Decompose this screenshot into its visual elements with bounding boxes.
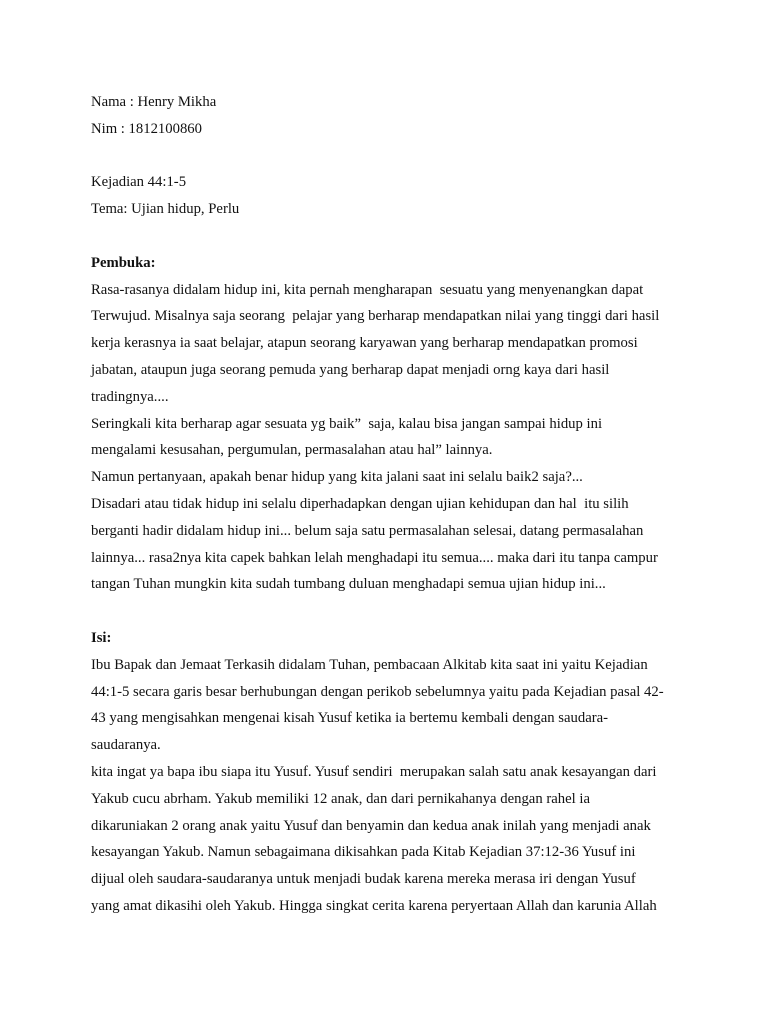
isi-line: kita ingat ya bapa ibu siapa itu Yusuf. Yusuf sendiri merupakan salah satu anak kesayangan dari (91, 763, 657, 780)
spacer (91, 143, 691, 170)
isi-line: 44:1-5 secara garis besar berhubungan dengan perikob sebelumnya yaitu pada Kejadian pasal 42- (91, 683, 664, 700)
pembuka-line: tradingnya.... (91, 388, 169, 405)
pembuka-line: Seringkali kita berharap agar sesuata yg baik” saja, kalau bisa jangan sampai hidup ini (91, 415, 603, 432)
pembuka-line: Namun pertanyaan, apakah benar hidup yang kita jalani saat ini selalu baik2 saja?... (91, 469, 583, 486)
isi-line: 43 yang mengisahkan mengenai kisah Yusuf ketika ia bertemu kembali dengan saudara- (91, 710, 609, 727)
spacer (91, 223, 691, 250)
isi-heading: Isi: (91, 629, 112, 646)
pembuka-heading: Pembuka: (91, 254, 156, 271)
pembuka-line: Rasa-rasanya didalam hidup ini, kita pernah mengharapan sesuatu yang menyenangkan dapat (91, 281, 644, 298)
isi-line: saudaranya. (91, 737, 161, 754)
scripture-reference: Kejadian 44:1-5 (91, 174, 187, 191)
isi-line: dijual oleh saudara-saudaranya untuk menjadi budak karena mereka merasa iri dengan Yusuf (91, 871, 636, 888)
pembuka-line: jabatan, ataupun juga seorang pemuda yang berharap dapat menjadi orng kaya dari hasil (91, 361, 610, 378)
pembuka-line: Terwujud. Misalnya saja seorang pelajar yang berharap mendapatkan nilai yang tinggi dari hasil (91, 308, 660, 325)
isi-line: dikaruniakan 2 orang anak yaitu Yusuf dan benyamin dan kedua anak inilah yang menjadi anak (91, 817, 651, 834)
pembuka-line: tangan Tuhan mungkin kita sudah tumbang duluan menghadapi semua ujian hidup ini... (91, 576, 606, 593)
isi-section (91, 652, 691, 920)
pembuka-section (91, 277, 691, 599)
spacer (91, 598, 691, 625)
sermon-theme: Tema: Ujian hidup, Perlu (91, 201, 240, 218)
student-id: Nim : 1812100860 (91, 120, 202, 137)
isi-line: Yakub cucu abrham. Yakub memiliki 12 anak, dan dari pernikahanya dengan rahel ia (91, 790, 590, 807)
pembuka-line: mengalami kesusahan, pergumulan, permasalahan atau hal” lainnya. (91, 442, 493, 459)
isi-line: kesayangan Yakub. Namun sebagaimana dikisahkan pada Kitab Kejadian 37:12-36 Yusuf ini (91, 844, 636, 861)
pembuka-line: berganti hadir didalam hidup ini... belum saja satu permasalahan selesai, datang permasalahan (91, 522, 644, 539)
pembuka-line: kerja kerasnya ia saat belajar, atapun seorang karyawan yang berharap mendapatkan promosi (91, 335, 638, 352)
isi-line: yang amat dikasihi oleh Yakub. Hingga singkat cerita karena peryertaan Allah dan karunia Allah (91, 897, 657, 914)
pembuka-line: lainnya... rasa2nya kita capek bahkan lelah menghadapi itu semua.... maka dari itu tanpa campur (91, 549, 658, 566)
pembuka-line: Disadari atau tidak hidup ini selalu diperhadapkan dengan ujian kehidupan dan hal itu silih (91, 495, 629, 512)
document-body (91, 89, 691, 920)
isi-line: Ibu Bapak dan Jemaat Terkasih didalam Tuhan, pembacaan Alkitab kita saat ini yaitu Kejadian (91, 656, 648, 673)
student-name: Nama : Henry Mikha (91, 94, 217, 110)
